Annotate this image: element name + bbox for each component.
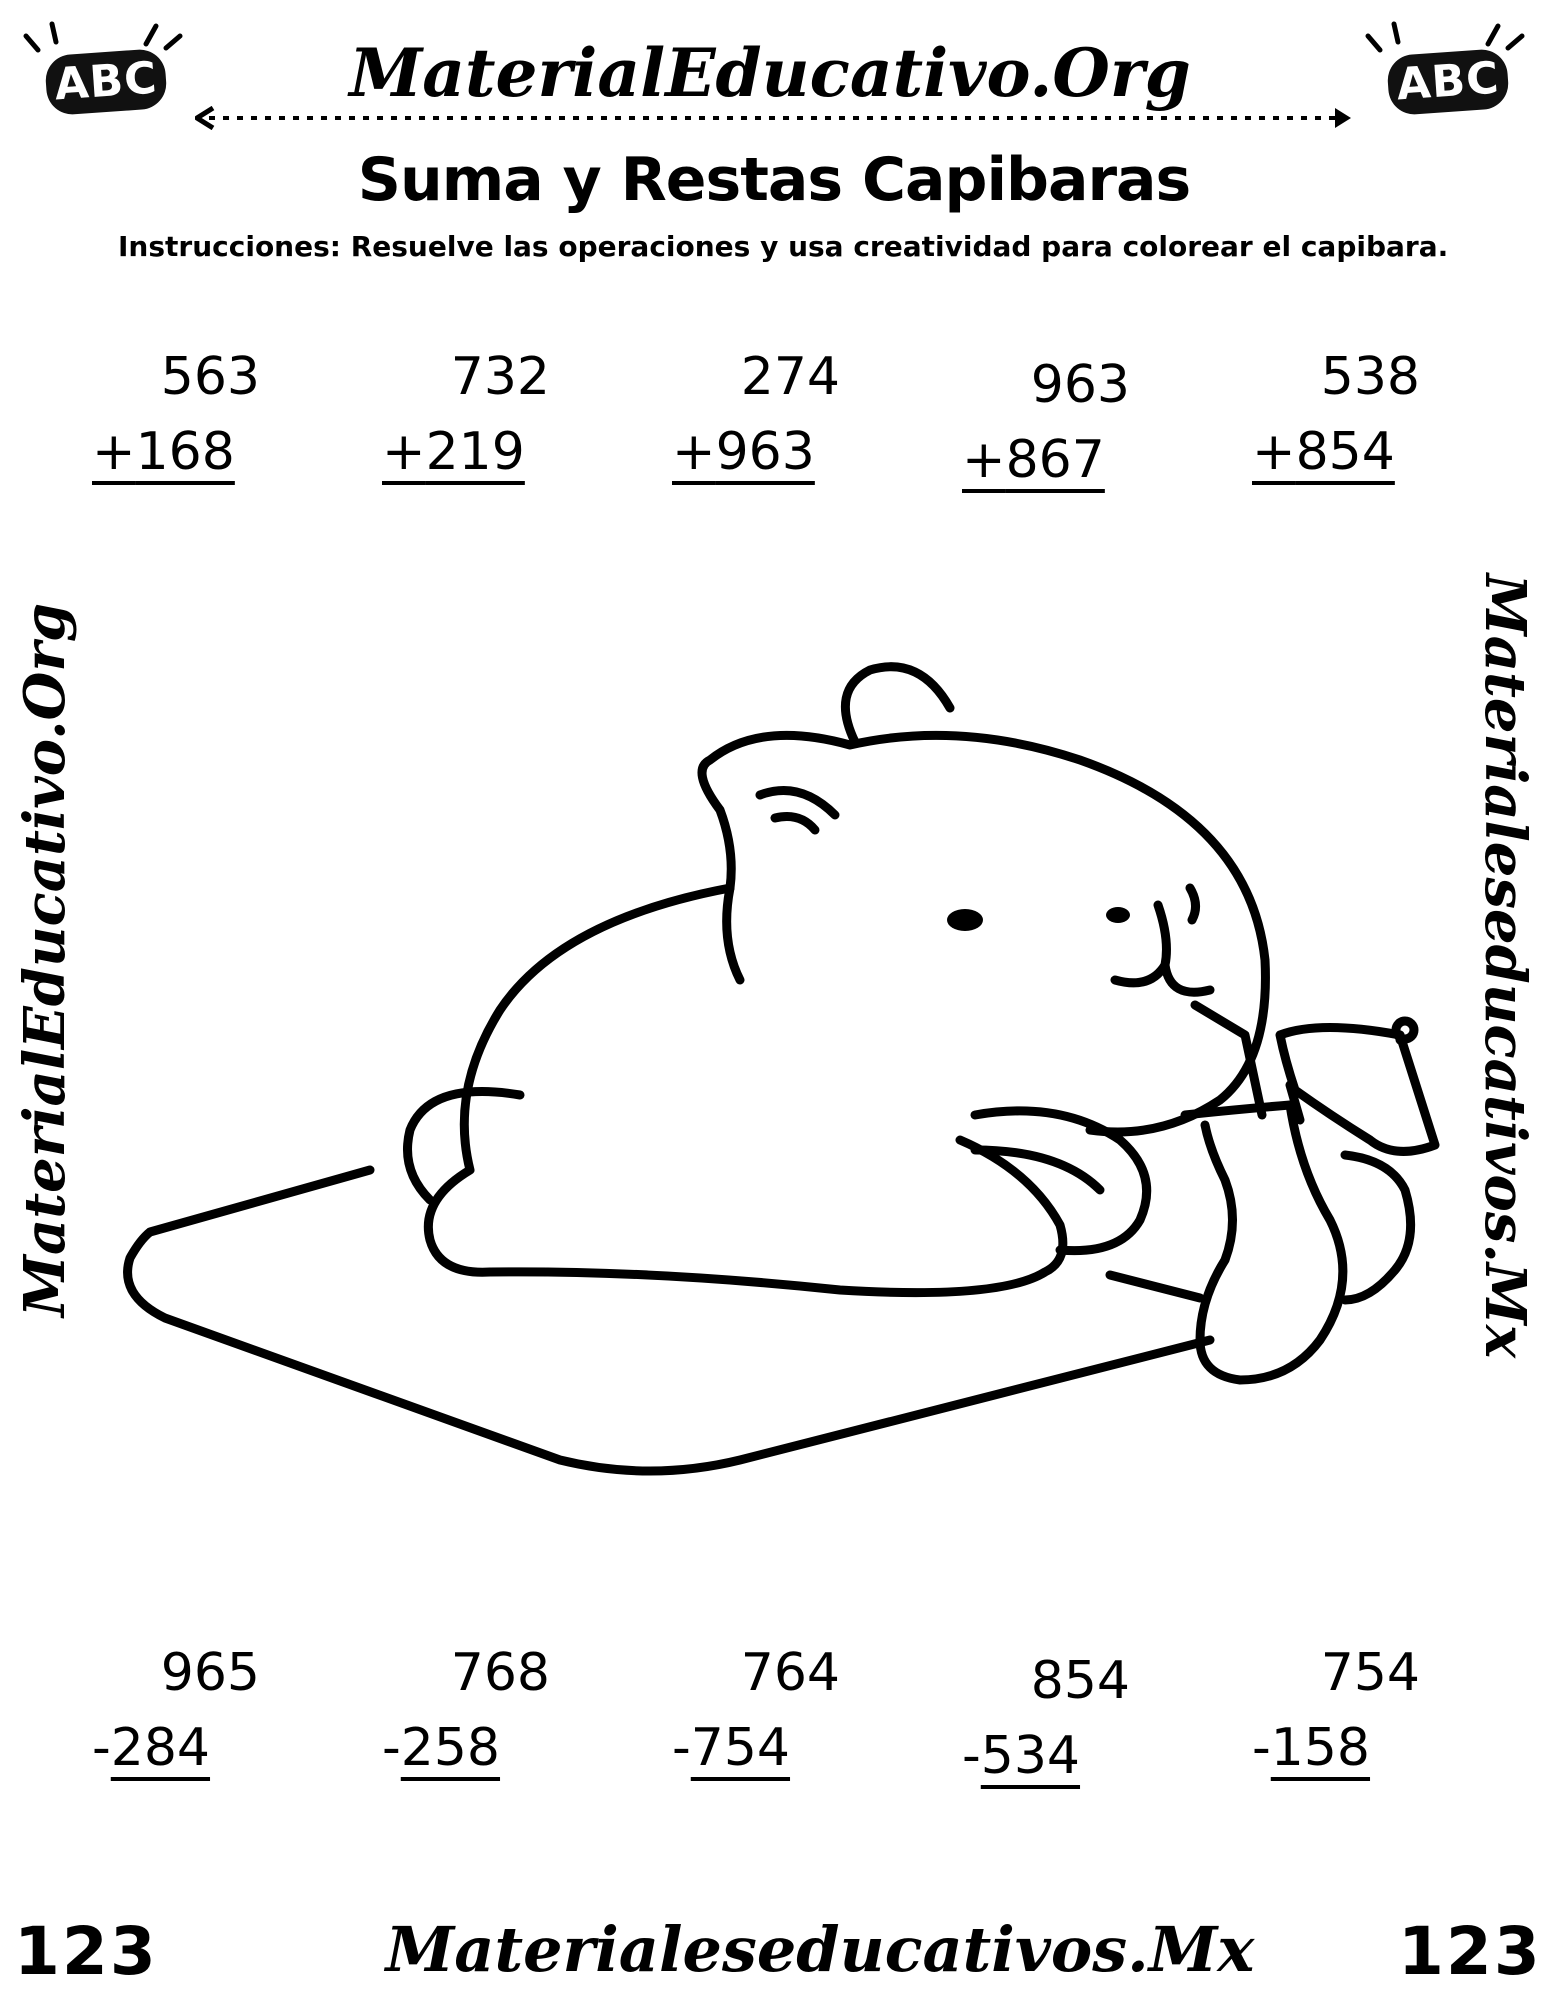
mat-outline (128, 1170, 1210, 1471)
operand-top: 754 (1320, 1643, 1420, 1703)
operand-bottom: 219 (425, 422, 525, 482)
drink-umbrella-stick (1290, 1035, 1400, 1120)
addition-problem (92, 342, 272, 492)
subtraction-problem (382, 1638, 562, 1788)
subtraction-problem (92, 1638, 272, 1788)
operand-top: 563 (160, 347, 260, 407)
operator: + (92, 422, 136, 482)
operand-bottom: 754 (690, 1718, 791, 1778)
capybara-ear-top (845, 667, 950, 742)
page-title: Suma y Restas Capibaras (357, 145, 1191, 215)
capybara-illustration (110, 650, 1450, 1500)
operand-top: 963 (1030, 355, 1130, 415)
operator: - (382, 1718, 401, 1778)
operand-top: 538 (1320, 347, 1420, 407)
operand-top: 854 (1030, 1651, 1130, 1711)
operator: - (672, 1718, 691, 1778)
operator: + (1252, 422, 1296, 482)
side-site-name-left: MaterialEducativo.Org (12, 602, 78, 1318)
operand-bottom: 534 (980, 1726, 1081, 1786)
capybara-neck (727, 888, 740, 980)
capybara-ear-inner-2 (775, 817, 815, 831)
operand-top: 274 (740, 347, 840, 407)
sparkle-lines-icon (1360, 14, 1530, 54)
capybara-eye-left (947, 909, 983, 931)
numbers-badge-left: 123 (14, 1913, 158, 1990)
double-arrow-divider-icon (195, 106, 1353, 130)
sparkle-lines-icon (18, 14, 188, 54)
operand-bottom: 168 (135, 422, 235, 482)
operand-top: 764 (740, 1643, 840, 1703)
operator: + (962, 430, 1006, 490)
operand-bottom: 158 (1270, 1718, 1371, 1778)
abc-badge-right (1360, 14, 1530, 134)
addition-problem (382, 342, 562, 492)
operator: + (672, 422, 716, 482)
operand-top: 768 (450, 1643, 550, 1703)
operand-bottom: 867 (1005, 430, 1105, 490)
capybara-eye-right (1106, 907, 1130, 923)
operand-bottom: 284 (110, 1718, 211, 1778)
operator: - (962, 1726, 981, 1786)
capybara-ear-inner-1 (760, 791, 835, 816)
abc-badge-text: ABC (1386, 48, 1510, 116)
operand-bottom: 258 (400, 1718, 501, 1778)
footer-site-name: Materialeseducativos.Mx (385, 1913, 1255, 1986)
operand-top: 732 (450, 347, 550, 407)
addition-problem (962, 350, 1142, 500)
subtraction-problem (962, 1646, 1142, 1796)
header-site-name: MaterialEducativo.Org (349, 34, 1191, 112)
drink-umbrella (1280, 1028, 1435, 1152)
capybara-eye-right-brow (1190, 888, 1196, 920)
subtraction-problem (1252, 1638, 1432, 1788)
numbers-badge-right: 123 (1398, 1913, 1542, 1990)
abc-badge-left (18, 14, 188, 134)
capybara-body (428, 888, 1063, 1293)
operand-bottom: 854 (1295, 422, 1395, 482)
abc-badge-text: ABC (44, 48, 168, 116)
drink-jug-handle (1345, 1155, 1411, 1300)
addition-problem (1252, 342, 1432, 492)
side-site-name-right: Materialeseducativos.Mx (1472, 573, 1538, 1359)
subtraction-problem (672, 1638, 852, 1788)
addition-problem (672, 342, 852, 492)
instructions: Instrucciones: Resuelve las operaciones y usa creatividad para colorear el capibara. (118, 230, 1449, 263)
drink-umbrella-tip (1396, 1021, 1414, 1039)
operand-top: 965 (160, 1643, 260, 1703)
operator: - (92, 1718, 111, 1778)
operator: + (382, 422, 426, 482)
operator: - (1252, 1718, 1271, 1778)
operand-bottom: 963 (715, 422, 815, 482)
